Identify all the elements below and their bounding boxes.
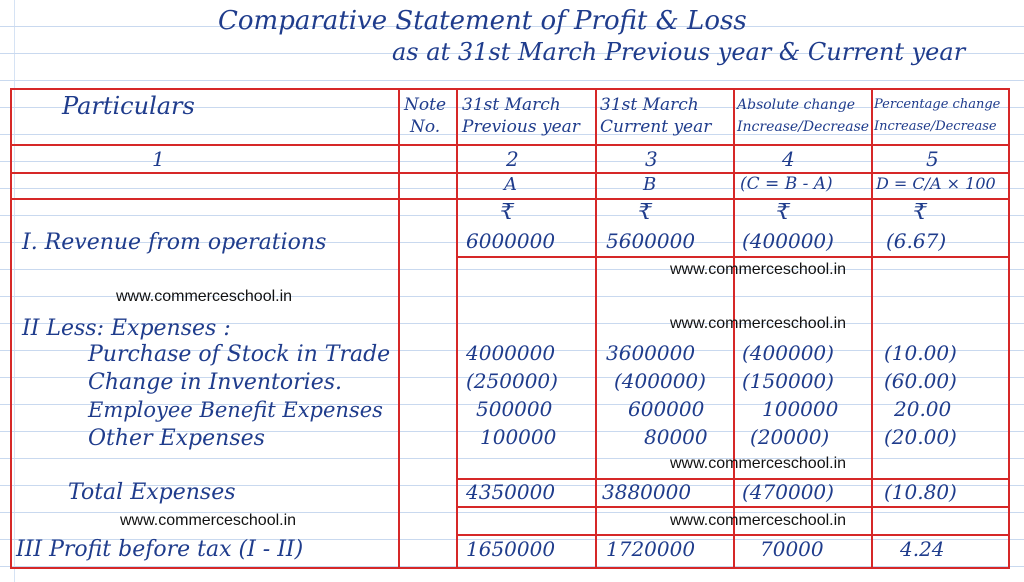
pbt-absolute-change: 70000 (760, 537, 824, 561)
col-number-4: 4 (782, 147, 795, 171)
revenue-absolute-change: (400000) (742, 229, 834, 253)
watermark: www.commerceschool.in (670, 512, 847, 529)
total-absolute-change: (470000) (742, 480, 834, 504)
revenue-previous-year: 6000000 (466, 229, 556, 253)
revenue-current-year: 5600000 (606, 229, 696, 253)
purchase-previous-year: 4000000 (466, 341, 556, 365)
currency-previous-year: ₹ (500, 200, 514, 225)
formula-c: (C = B - A) (740, 174, 833, 194)
formula-d: D = C/A × 100 (876, 174, 996, 193)
row-label-profit-before-tax: III Profit before tax (I - II) (16, 537, 304, 562)
statement-title: Comparative Statement of Profit & Loss (218, 6, 747, 36)
watermark: www.commerceschool.in (670, 315, 847, 332)
inventories-previous-year: (250000) (466, 369, 558, 393)
other-absolute-change: (20000) (750, 425, 830, 449)
purchase-current-year: 3600000 (606, 341, 696, 365)
currency-current-year: ₹ (638, 200, 652, 225)
purchase-percentage-change: (10.00) (884, 341, 957, 365)
pbt-current-year: 1720000 (606, 537, 696, 561)
pbt-previous-year: 1650000 (466, 537, 556, 561)
header-percentage-change: Percentage change Increase/Decrease (874, 97, 1001, 134)
other-current-year: 80000 (644, 425, 708, 449)
row-label-total-expenses: Total Expenses (68, 480, 236, 505)
header-particulars: Particulars (62, 92, 195, 120)
header-absolute-change: Absolute change Increase/Decrease (737, 97, 870, 135)
total-current-year: 3880000 (602, 480, 692, 504)
col-number-1: 1 (152, 147, 165, 171)
inventories-absolute-change: (150000) (742, 369, 834, 393)
other-previous-year: 100000 (480, 425, 557, 449)
watermark: www.commerceschool.in (116, 288, 293, 305)
employee-previous-year: 500000 (476, 397, 553, 421)
header-note: Note No. (404, 95, 447, 137)
watermark: www.commerceschool.in (120, 512, 297, 529)
employee-percentage-change: 20.00 (894, 397, 952, 421)
currency-percentage: ₹ (913, 200, 927, 225)
row-label-purchase: Purchase of Stock in Trade (88, 342, 391, 367)
col-number-2: 2 (506, 147, 519, 171)
formula-b: B (643, 174, 657, 195)
total-percentage-change: (10.80) (884, 480, 957, 504)
watermark: www.commerceschool.in (670, 455, 847, 472)
inventories-current-year: (400000) (614, 369, 706, 393)
statement-subtitle: as at 31st March Previous year & Current year (392, 38, 966, 66)
row-label-other: Other Expenses (88, 426, 265, 451)
row-label-revenue: I. Revenue from operations (22, 230, 327, 255)
total-previous-year: 4350000 (466, 480, 556, 504)
formula-a: A (504, 174, 517, 195)
col-number-3: 3 (645, 147, 658, 171)
header-current-year: 31st March Current year (600, 95, 712, 137)
employee-absolute-change: 100000 (762, 397, 839, 421)
purchase-absolute-change: (400000) (742, 341, 834, 365)
col-number-5: 5 (926, 147, 939, 171)
currency-absolute: ₹ (776, 200, 790, 225)
row-label-less-expenses: II Less: Expenses : (22, 316, 231, 341)
watermark: www.commerceschool.in (670, 261, 847, 278)
revenue-percentage-change: (6.67) (886, 229, 947, 253)
other-percentage-change: (20.00) (884, 425, 957, 449)
row-label-inventories: Change in Inventories. (88, 370, 342, 395)
pbt-percentage-change: 4.24 (900, 537, 945, 561)
header-previous-year: 31st March Previous year (462, 95, 580, 137)
employee-current-year: 600000 (628, 397, 705, 421)
row-label-employee: Employee Benefit Expenses (88, 398, 383, 422)
inventories-percentage-change: (60.00) (884, 369, 957, 393)
